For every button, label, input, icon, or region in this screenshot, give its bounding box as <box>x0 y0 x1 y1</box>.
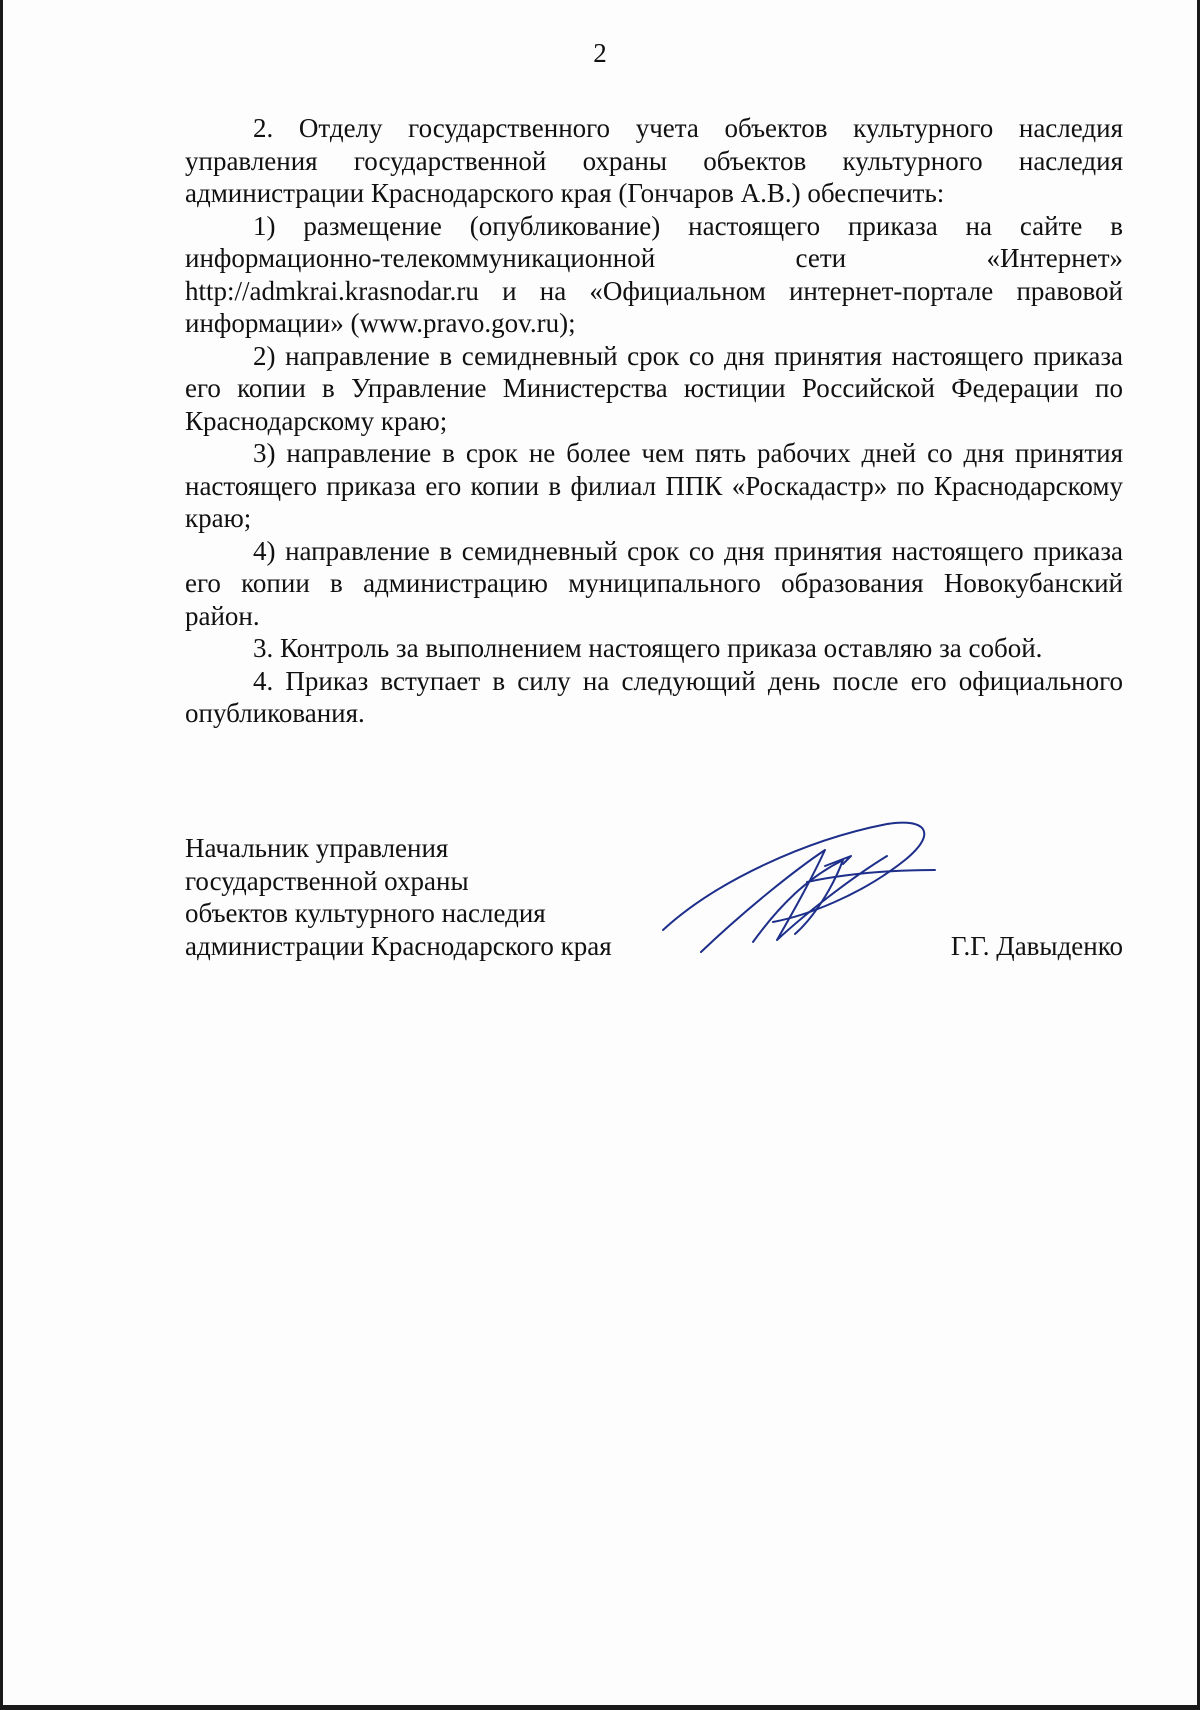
signatory-position <box>185 832 612 962</box>
paragraph-2-1: 1) размещение (опубликование) настоящего приказа на сайте в информационно-телекоммуникационной сети «Интернет» http://admkrai.krasnodar.ru и на «Официальном интернет-портале правовой информации» (www.pravo.gov.ru); <box>185 210 1123 338</box>
signatory-position-line: государственной охраны <box>185 865 469 896</box>
paragraph-2: 2. Отделу государственного учета объектов культурного наследия управления государственной охраны объектов культурного наследия администрации Краснодарского края (Гончаров А.В.) обеспечить: <box>185 113 1123 208</box>
paragraph-2-4: 4) направление в семидневный срок со дня принятия настоящего приказа его копии в администрацию муниципального образования Новокубанский район. <box>185 535 1123 631</box>
paragraph-4: 4. Приказ вступает в силу на следующий день после его официального опубликования. <box>185 665 1123 728</box>
paragraph-2-3: 3) направление в срок не более чем пять рабочих дней со дня принятия настоящего приказа его копии в филиал ППК «Роскадастр» по Краснодарскому краю; <box>185 438 1123 533</box>
handwritten-signature <box>655 812 955 962</box>
signatory-name: Г.Г. Давыденко <box>950 930 1123 961</box>
scan-edge-bottom <box>0 1705 1200 1710</box>
scan-edge-left <box>0 0 3 1710</box>
signature-block <box>185 832 1123 1012</box>
document-body <box>185 112 1123 730</box>
signatory-position-line: Начальник управления <box>185 833 449 863</box>
signatory-position-line: администрации Краснодарского края <box>185 930 612 961</box>
page-number: 2 <box>593 38 607 68</box>
paragraph-3: 3. Контроль за выполнением настоящего приказа оставляю за собой. <box>253 633 1043 663</box>
signatory-position-line: объектов культурного наследия <box>185 898 546 928</box>
paragraph-2-2: 2) направление в семидневный срок со дня принятия настоящего приказа его копии в Управление Министерства юстиции Российской Федерации по Краснодарскому краю; <box>185 340 1123 436</box>
